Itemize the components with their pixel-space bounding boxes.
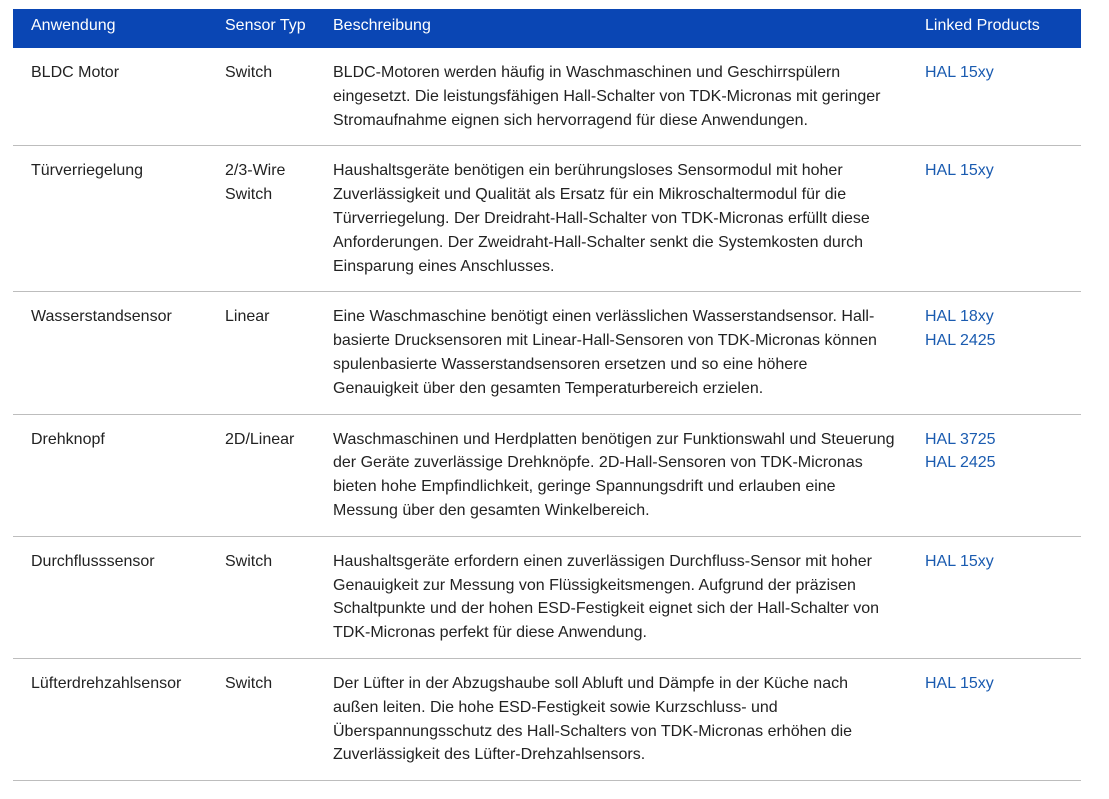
cell-linked-products <box>925 536 1081 658</box>
header-sensor-typ: Sensor Typ <box>207 9 333 48</box>
cell-beschreibung: Waschmaschinen und Herdplatten benötigen zur Funktionswahl und Steuerung der Geräte zuverlässige Drehknöpfe. 2D-Hall-Sensoren von TDK-Micronas bieten hohe Empfindlichkeit, geringe Spannungsdrift und erlauben eine Messung über den gesamten Winkelbereich. <box>333 414 925 536</box>
cell-sensor-typ: Switch <box>207 48 333 146</box>
cell-sensor-typ: 2D/Linear <box>207 414 333 536</box>
cell-anwendung: Lüfterdrehzahlsensor <box>13 658 207 780</box>
cell-beschreibung: BLDC-Motoren werden häufig in Waschmaschinen und Geschirrspülern eingesetzt. Die leistungsfähigen Hall-Schalter von TDK-Micronas mit geringer Stromaufnahme eignen sich hervorragend für diese Anwendungen. <box>333 48 925 146</box>
cell-anwendung: Drehknopf <box>13 414 207 536</box>
product-link[interactable]: HAL 15xy <box>925 162 994 180</box>
product-link[interactable]: HAL 2425 <box>925 332 996 350</box>
product-link[interactable]: HAL 2425 <box>925 454 996 472</box>
table-body <box>13 48 1081 781</box>
applications-table <box>13 9 1081 781</box>
product-link[interactable]: HAL 15xy <box>925 64 994 81</box>
product-link[interactable]: HAL 15xy <box>925 674 994 692</box>
header-row <box>13 9 1081 48</box>
cell-beschreibung: Eine Waschmaschine benötigt einen verlässlichen Wasserstandsensor. Hall-basierte Drucksensoren mit Linear-Hall-Sensoren von TDK-Micronas können spulenbasierte Wasserstandsensoren ersetzen und so eine höhere Genauigkeit über den gesamten Temperaturbereich erzielen. <box>333 292 925 414</box>
cell-beschreibung: Haushaltsgeräte benötigen ein berührungsloses Sensormodul mit hoher Zuverlässigkeit und Qualität als Ersatz für ein Mikroschaltermodul für die Türverriegelung. Der Dreidraht-Hall-Schalter von TDK-Micronas erfüllt diese Anforderungen. Der Zweidraht-Hall-Schalter senkt die Systemkosten durch Einsparung eines Anschlusses. <box>333 146 925 292</box>
cell-anwendung: Durchflusssensor <box>13 536 207 658</box>
top-edge <box>0 0 1109 8</box>
cell-sensor-typ: Switch <box>207 536 333 658</box>
cell-anwendung: BLDC Motor <box>13 48 207 146</box>
table-header <box>13 9 1081 48</box>
header-linked-products: Linked Products <box>925 9 1081 48</box>
table-row <box>13 292 1081 414</box>
header-beschreibung: Beschreibung <box>333 9 925 48</box>
cell-beschreibung: Der Lüfter in der Abzugshaube soll Abluft und Dämpfe in der Küche nach außen leiten. Die hohe ESD-Festigkeit sowie Kurzschluss- und Überspannungsschutz des Hall-Schalters von TDK-Micronas erhöhen die Zuverlässigkeit des Lüfter-Drehzahlsensors. <box>333 658 925 780</box>
product-link[interactable]: HAL 18xy <box>925 308 994 326</box>
cell-linked-products <box>925 292 1081 414</box>
cell-linked-products <box>925 48 1081 146</box>
cell-sensor-typ: Linear <box>207 292 333 414</box>
header-anwendung: Anwendung <box>13 9 207 48</box>
product-link[interactable]: HAL 3725 <box>925 430 996 448</box>
cell-anwendung: Türverriegelung <box>13 146 207 292</box>
product-link[interactable]: HAL 15xy <box>925 552 994 570</box>
cell-beschreibung: Haushaltsgeräte erfordern einen zuverlässigen Durchfluss-Sensor mit hoher Genauigkeit zur Messung von Flüssigkeitsmengen. Aufgrund der präzisen Schaltpunkte und der hohen ESD-Festigkeit eignet sich der Hall-Schalter von TDK-Micronas perfekt für diese Anwendung. <box>333 536 925 658</box>
cell-sensor-typ: Switch <box>207 658 333 780</box>
cell-sensor-typ: 2/3-Wire Switch <box>207 146 333 292</box>
cell-linked-products <box>925 414 1081 536</box>
table-row <box>13 658 1081 780</box>
cell-linked-products <box>925 146 1081 292</box>
cell-linked-products <box>925 658 1081 780</box>
table-row <box>13 146 1081 292</box>
table-row <box>13 48 1081 146</box>
cell-anwendung: Wasserstandsensor <box>13 292 207 414</box>
table-row <box>13 414 1081 536</box>
table-row <box>13 536 1081 658</box>
